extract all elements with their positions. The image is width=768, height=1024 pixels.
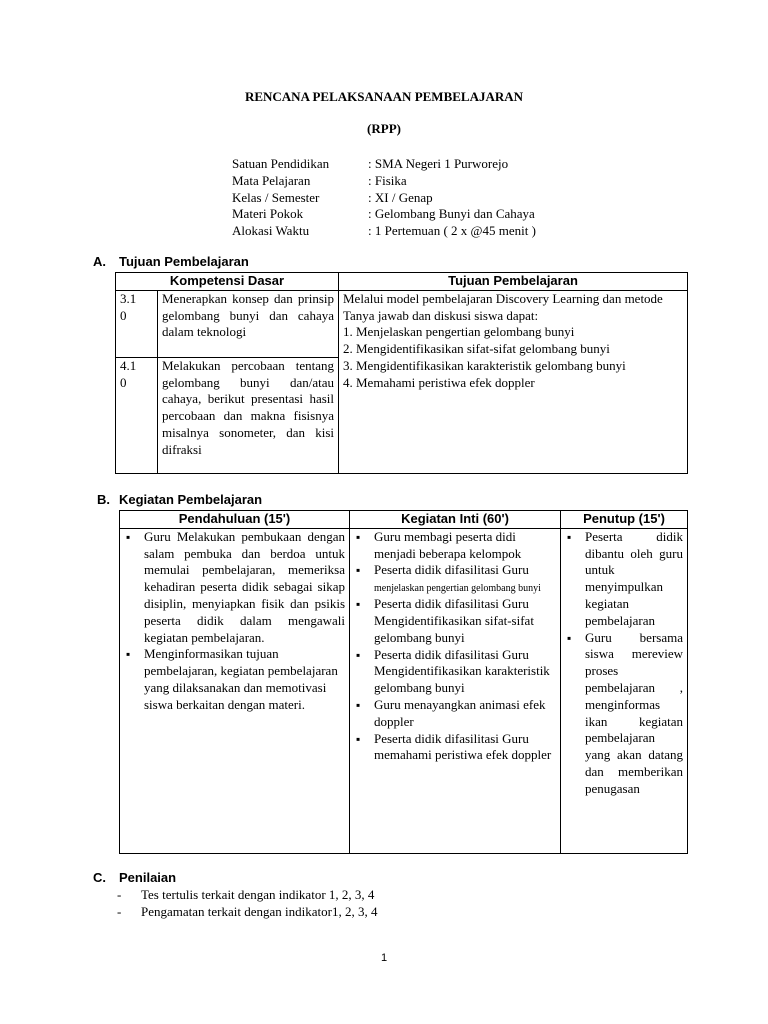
section-letter: A. [93, 254, 106, 269]
list-item-text: Pengamatan terkait dengan indikator1, 2, 3, 4 [141, 903, 378, 919]
identity-label: Materi Pokok [232, 206, 304, 222]
tujuan-table [115, 272, 688, 474]
identity-row [232, 173, 536, 190]
identity-label: Mata Pelajaran [232, 172, 311, 188]
list-item: ▪ Peserta didik difasilitasi Guru Mengidentifikasikan sifat-sifat gelombang bunyi [354, 596, 556, 646]
list-item [117, 904, 377, 921]
identity-row [232, 206, 536, 223]
list-item-small-text: menjelaskan pengertian gelombang bunyi [374, 583, 541, 595]
section-title: Tujuan Pembelajaran [119, 254, 249, 269]
list-item: ▪ Peserta didik difasilitasi Guru memahami peristiwa efek doppler [354, 731, 556, 765]
tujuan-item: 1. Menjelaskan pengertian gelombang bunyi [343, 324, 575, 340]
penutup-cell [561, 528, 688, 853]
kegiatan-table [119, 510, 688, 854]
tujuan-cell [339, 290, 688, 473]
list-item: ▪ Guru Melakukan pembukaan dengan salam pembuka dan berdoa untuk memulai pembelajaran, memeriksa kehadiran peserta didik sebagai sikap disiplin, menyiapkan fisik dan psikis peserta didik dalam mengawali kegiatan pembelajaran. [124, 529, 345, 647]
section-title: Kegiatan Pembelajaran [119, 492, 263, 507]
identity-label: Satuan Pendidikan [232, 156, 330, 171]
document-title: RENCANA PELAKSANAAN PEMBELAJARAN [244, 89, 524, 104]
tujuan-item: 4. Memahami peristiwa efek doppler [343, 374, 535, 390]
list-item: ▪ Menginformasikan tujuan pembelajaran, kegiatan pembelajaran yang dilaksanakan dan memotivasi siswa berkaitan dengan materi. [124, 646, 345, 713]
list-item [354, 562, 556, 596]
list-item-text: Peserta didik difasilitasi Guru [374, 562, 529, 578]
document-subtitle: (RPP) [367, 121, 401, 136]
dash: - [117, 903, 122, 919]
header-tujuan-pembelajaran: Tujuan Pembelajaran [339, 273, 688, 291]
list-item: ▪ Peserta didik dibantu oleh guru untuk menyimpulkan kegiatan pembelajaran [565, 529, 683, 630]
section-letter: C. [93, 870, 106, 885]
identity-label: Kelas / Semester [232, 189, 320, 205]
tujuan-item: 3. Mengidentifikasikan karakteristik gelombang bunyi [343, 357, 626, 373]
list-item-text: Tes tertulis terkait dengan indikator 1, 2, 3, 4 [141, 886, 375, 902]
tujuan-intro: Melalui model pembelajaran Discovery Learning dan metode Tanya jawab dan diskusi siswa dapat: [343, 290, 663, 323]
page-number: 1 [380, 952, 388, 964]
kd-text: Melakukan percobaan tentang gelombang bunyi dan/atau cahaya, berikut presentasi hasil percobaan dan makna fisisnya misalnya sonometer, dan kisi difraksi [158, 357, 339, 473]
tujuan-item: 2. Mengidentifikasikan sifat-sifat gelombang bunyi [343, 341, 610, 357]
identity-block [232, 156, 536, 240]
pendahuluan-cell [120, 528, 350, 853]
list-item: ▪ Guru bersama siswa mereview proses pembelajaran , menginformas ikan kegiatan pembelajaran yang akan datang dan memberikan penugasan [565, 630, 683, 798]
header-pendahuluan: Pendahuluan (15') [120, 511, 350, 529]
identity-label: Alokasi Waktu [232, 223, 310, 239]
penilaian-section [93, 870, 377, 920]
identity-value: : Fisika [368, 172, 407, 188]
header-kompetensi-dasar: Kompetensi Dasar [116, 273, 339, 291]
section-a-heading [93, 254, 249, 271]
identity-row [232, 156, 536, 173]
kd-text: Menerapkan konsep dan prinsip gelombang bunyi dan cahaya dalam teknologi [158, 290, 339, 357]
list-item: ▪ Guru membagi peserta didi menjadi beberapa kelompok [354, 529, 556, 563]
section-c-heading [93, 870, 377, 887]
identity-row [232, 223, 536, 240]
kd-number: 4.1 0 [116, 357, 158, 473]
identity-value: : 1 Pertemuan ( 2 x @45 menit ) [368, 223, 536, 239]
list-item: ▪ Peserta didik difasilitasi Guru Mengidentifikasikan karakteristik gelombang bunyi [354, 647, 556, 697]
identity-row [232, 190, 536, 207]
kegiatan-inti-cell [350, 528, 561, 853]
header-kegiatan-inti: Kegiatan Inti (60') [350, 511, 561, 529]
identity-value: : SMA Negeri 1 Purworejo [368, 156, 509, 171]
dash: - [117, 886, 122, 902]
section-title: Penilaian [119, 870, 177, 885]
section-letter: B. [97, 492, 110, 507]
list-item [117, 887, 377, 904]
section-b-heading [97, 492, 262, 509]
kd-number: 3.1 0 [116, 290, 158, 357]
header-penutup: Penutup (15') [561, 511, 688, 529]
identity-value: : XI / Genap [368, 189, 433, 205]
list-item: ▪ Guru menayangkan animasi efek doppler [354, 697, 556, 731]
identity-value: : Gelombang Bunyi dan Cahaya [368, 206, 535, 222]
